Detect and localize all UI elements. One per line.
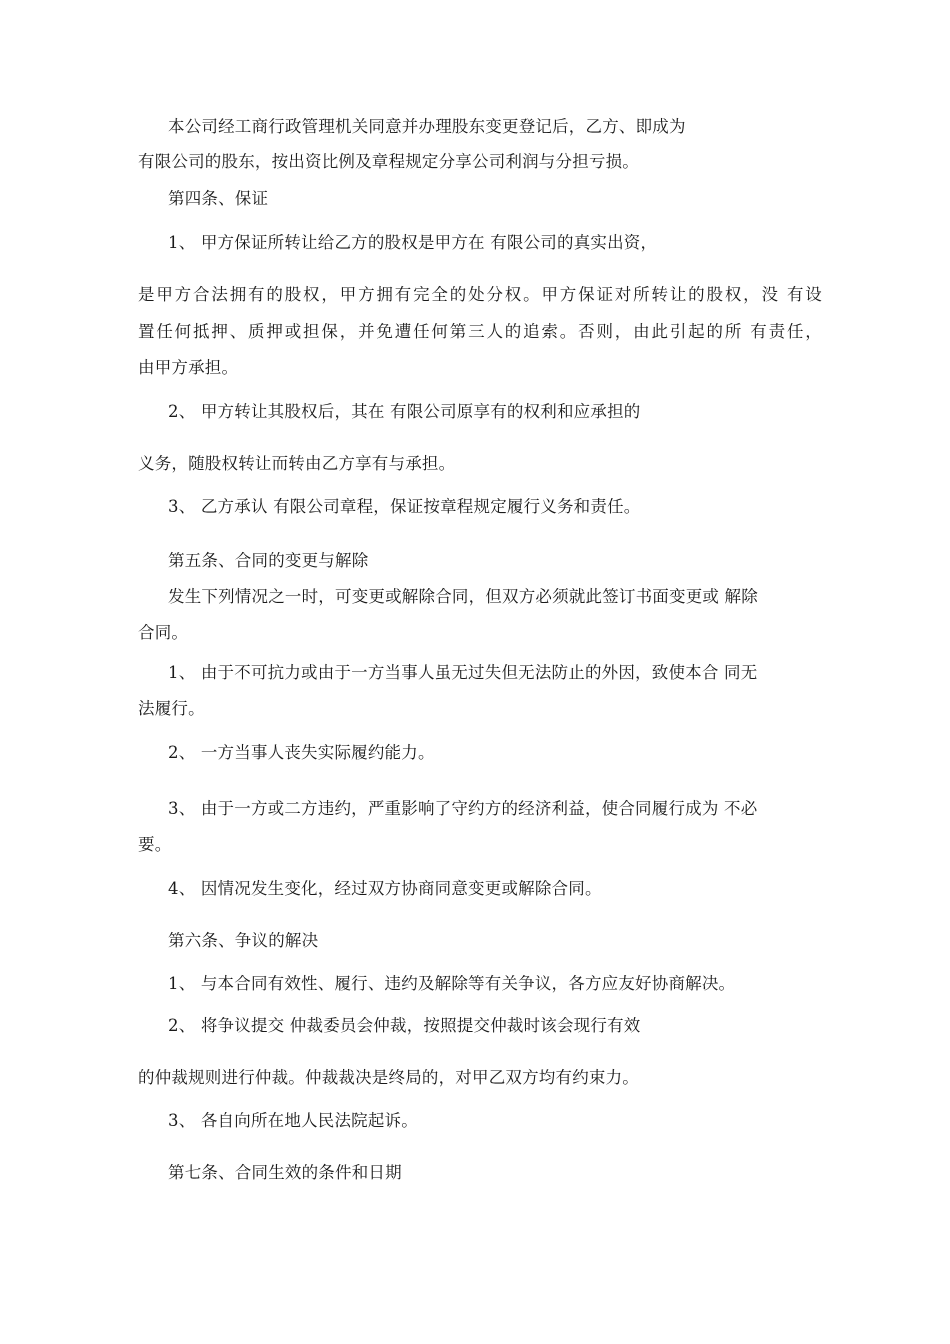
section-heading-article-5: 第五条、合同的变更与解除 <box>168 551 369 570</box>
paragraph-line: 4、 因情况发生变化，经过双方协商同意变更或解除合同。 <box>168 879 602 898</box>
paragraph-line: 3、 乙方承认 有限公司章程，保证按章程规定履行义务和责任。 <box>168 497 641 516</box>
paragraph-line: 是甲方合法拥有的股权，甲方拥有完全的处分权。甲方保证对所转让的股权，没 有设 <box>138 285 822 304</box>
paragraph-line: 有限公司的股东，按出资比例及章程规定分享公司利润与分担亏损。 <box>138 152 639 171</box>
paragraph-line: 1、 与本合同有效性、履行、违约及解除等有关争议，各方应友好协商解决。 <box>168 974 736 993</box>
paragraph-line: 2、 甲方转让其股权后，其在 有限公司原享有的权利和应承担的 <box>168 402 641 421</box>
paragraph-line: 合同。 <box>138 623 189 642</box>
section-heading-article-4: 第四条、保证 <box>168 189 269 208</box>
paragraph-line: 由甲方承担。 <box>138 358 239 377</box>
paragraph-line: 发生下列情况之一时，可变更或解除合同，但双方必须就此签订书面变更或 解除 <box>168 587 758 606</box>
paragraph-line: 2、 将争议提交 仲裁委员会仲裁，按照提交仲裁时该会现行有效 <box>168 1016 641 1035</box>
paragraph-line: 3、 各自向所在地人民法院起诉。 <box>168 1111 418 1130</box>
paragraph-line: 2、 一方当事人丧失实际履约能力。 <box>168 743 435 762</box>
paragraph-line: 3、 由于一方或二方违约，严重影响了守约方的经济利益，使合同履行成为 不必 <box>168 799 758 818</box>
paragraph-line: 1、 由于不可抗力或由于一方当事人虽无过失但无法防止的外因，致使本合 同无 <box>168 663 758 682</box>
section-heading-article-6: 第六条、争议的解决 <box>168 931 319 950</box>
paragraph-line: 要。 <box>138 835 172 854</box>
paragraph-line: 1、 甲方保证所转让给乙方的股权是甲方在 有限公司的真实出资， <box>168 233 658 252</box>
paragraph-line: 的仲裁规则进行仲裁。仲裁裁决是终局的，对甲乙双方均有约束力。 <box>138 1068 639 1087</box>
section-heading-article-7: 第七条、合同生效的条件和日期 <box>168 1163 402 1182</box>
paragraph-line: 本公司经工商行政管理机关同意并办理股东变更登记后，乙方、即成为 <box>168 117 686 136</box>
paragraph-line: 法履行。 <box>138 699 205 718</box>
paragraph-line: 义务，随股权转让而转由乙方享有与承担。 <box>138 454 456 473</box>
paragraph-line: 置任何抵押、质押或担保，并免遭任何第三人的追索。否则，由此引起的所 有责任， <box>138 322 822 341</box>
